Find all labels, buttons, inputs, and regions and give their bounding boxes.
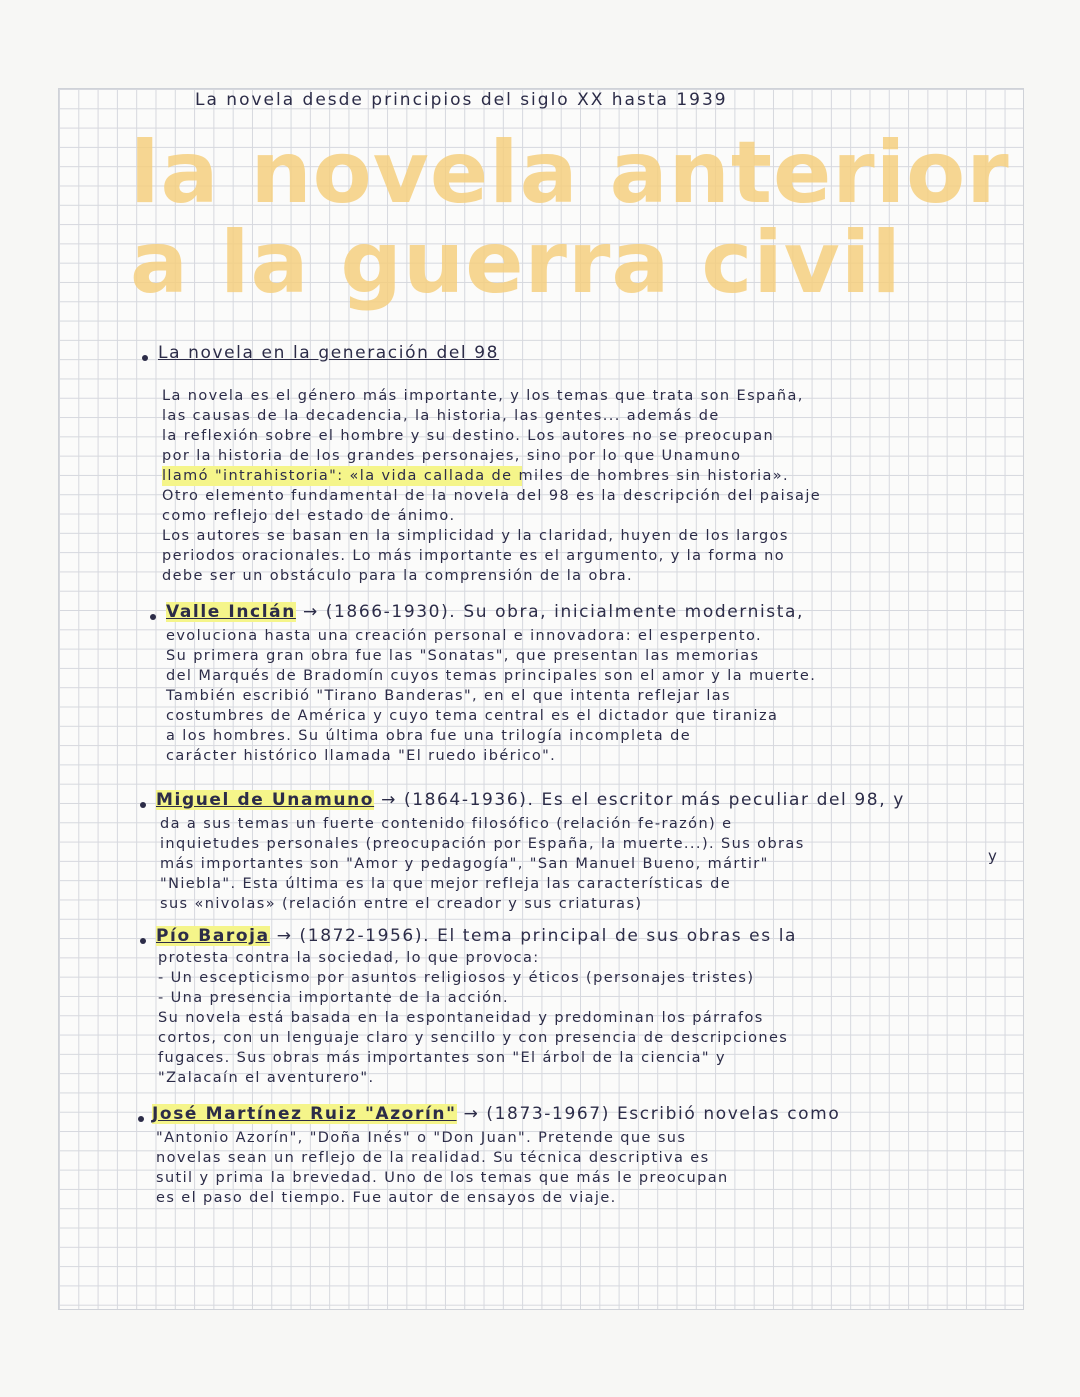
text-line: Es el escritor más peculiar del 98, y [541,790,905,810]
azorin-heading [152,1104,840,1124]
big-title-line-1: la novela anterior [130,123,1010,223]
valle-text [166,626,986,766]
text-line: las causas de la decadencia, la historia, las gentes... además de [162,408,720,424]
author-dates: → (1866-1930). [302,602,457,622]
bullet-unamuno [140,802,146,808]
text-line: evoluciona hasta una creación personal e innovadora: el esperpento. [166,628,762,644]
bullet-azorin [138,1116,144,1122]
big-title-line-2: a la guerra civil [130,213,902,313]
author-dates: → (1864-1936). [381,790,535,810]
text-line: También escribió "Tirano Banderas", en el que intenta reflejar las [166,688,732,704]
text-line: Su primera gran obra fue las "Sonatas", que presentan las memorias [166,648,760,664]
text-line: más importantes son "Amor y pedagogía", "San Manuel Bueno, mártir" [160,856,769,872]
author-dates: → (1872-1956). [276,926,431,946]
text-line: novelas sean un reflejo de la realidad. Su técnica descriptiva es [156,1150,710,1166]
text-line: como reflejo del estado de ánimo. [162,508,456,524]
author-name: José Martínez Ruiz "Azorín" [152,1104,457,1124]
baroja-heading [156,926,797,946]
text-line: costumbres de América y cuyo tema central es el dictador que tiraniza [166,708,779,724]
bullet-baroja [140,938,146,944]
text-line: protesta contra la sociedad, lo que provoca: [158,950,540,966]
text-line: debe ser un obstáculo para la comprensión de la obra. [162,568,634,584]
section-98-heading: La novela en la generación del 98 [158,343,500,363]
author-dates: → (1873-1967) [463,1104,610,1124]
text-line: carácter histórico llamada "El ruedo ibérico". [166,748,557,764]
text-line: cortos, con un lenguaje claro y sencillo y con presencia de descripciones [158,1030,789,1046]
text-line: El tema principal de sus obras es la [437,926,798,946]
author-name: Valle Inclán [166,602,296,622]
page-title: La novela desde principios del siglo XX hasta 1939 [195,90,728,110]
text-line: "Zalacaín el aventurero". [158,1070,375,1086]
text-line: - Un escepticismo por asuntos religiosos y éticos (personajes tristes) [158,970,755,986]
text-line: Escribió novelas como [616,1104,841,1124]
text-line: inquietudes personales (preocupación por España, la muerte...). Sus obras [160,836,805,852]
azorin-text [156,1128,976,1208]
unamuno-text [160,814,980,914]
text-line: sutil y prima la brevedad. Uno de los temas que más le preocupan [156,1170,729,1186]
text-line: La novela es el género más importante, y los temas que trata son España, [162,388,804,404]
text-line: periodos oracionales. Lo más importante es el argumento, y la forma no [162,548,785,564]
text-line: es el paso del tiempo. Fue autor de ensayos de viaje. [156,1190,617,1206]
section-98-text [162,386,982,586]
text-line: por la historia de los grandes personajes, sino por lo que Unamuno [162,448,742,464]
stray-word: y [988,847,999,865]
text-line: a los hombres. Su última obra fue una trilogía incompleta de [166,728,692,744]
unamuno-heading [156,790,905,810]
bullet-98 [142,355,148,361]
text-line: "Antonio Azorín", "Doña Inés" o "Don Juan". Pretende que sus [156,1130,687,1146]
valle-heading [166,602,804,622]
author-name: Pío Baroja [156,926,270,946]
author-name: Miguel de Unamuno [156,790,375,810]
baroja-text [158,948,978,1088]
text-line: "Niebla". Esta última es la que mejor refleja las características de [160,876,732,892]
text-line: Otro elemento fundamental de la novela del 98 es la descripción del paisaje [162,488,822,504]
text-line: Su obra, inicialmente modernista, [463,602,805,622]
text-line: Los autores se basan en la simplicidad y la claridad, huyen de los largos [162,528,789,544]
text-line: del Marqués de Bradomín cuyos temas principales son el amor y la muerte. [166,668,817,684]
text-line: fugaces. Sus obras más importantes son "El árbol de la ciencia" y [158,1050,726,1066]
text-line: la reflexión sobre el hombre y su destino. Los autores no se preocupan [162,428,775,444]
text-line: llamó "intrahistoria": «la vida callada de miles de hombres sin historia». [162,468,790,484]
text-line: - Una presencia importante de la acción. [158,990,510,1006]
bullet-valle [150,614,156,620]
text-line: da a sus temas un fuerte contenido filosófico (relación fe-razón) e [160,816,733,832]
text-line: Su novela está basada en la espontaneidad y predominan los párrafos [158,1010,764,1026]
text-line: sus «nivolas» (relación entre el creador y sus criaturas) [160,896,643,912]
